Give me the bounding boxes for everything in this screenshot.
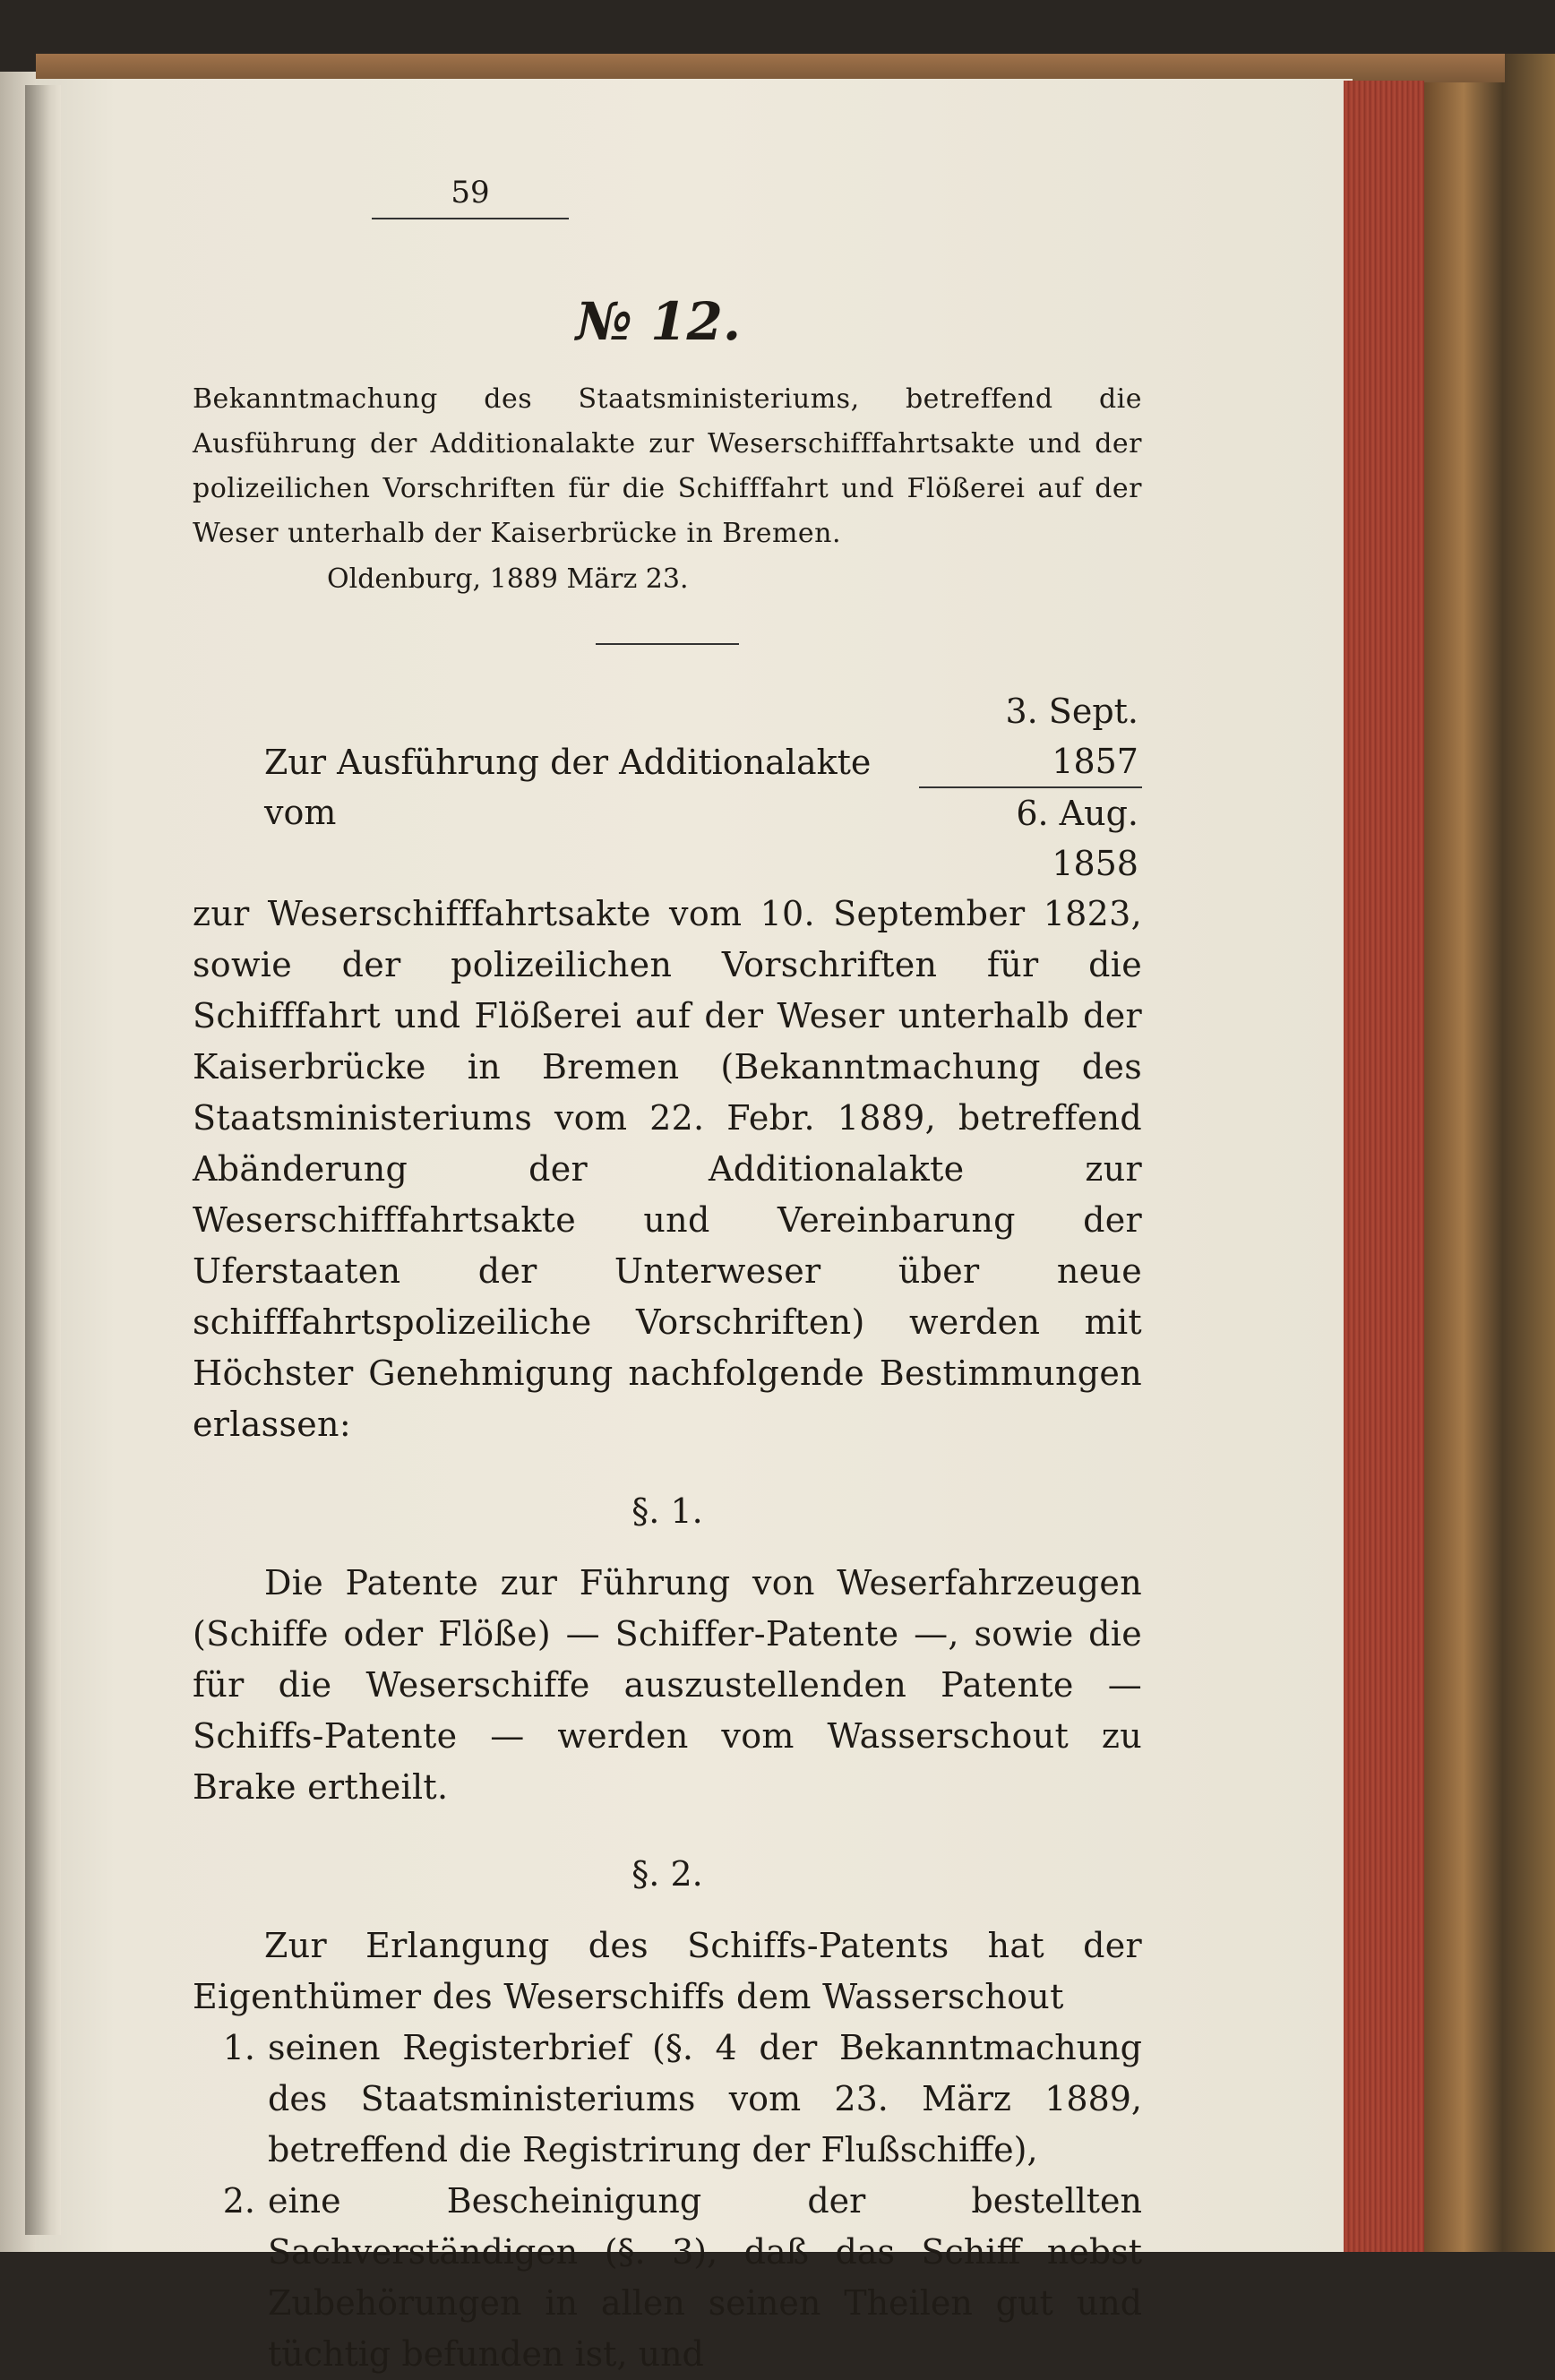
page-content [193,175,1142,2380]
document-summary: Bekanntmachung des Staatsministeriums, betreffend die Ausführung der Additionalakte zur Weserschifffahrtsakte und der polizeilichen Vorschriften für die Schifffahrt und Flößerei auf der Weser unterhalb der Kaiserbrücke in Bremen. [193,383,1142,549]
date-fraction [919,686,1142,889]
list-item [193,2176,1142,2380]
intro-first-line [193,686,1142,889]
intro-lead: Zur Ausführung der Additionalakte vom [264,743,872,832]
document-heading: № 12. [575,291,742,352]
list-item-number: 1. [222,2028,255,2067]
section-1-text: Die Patente zur Führung von Weserfahrzeugen (Schiffe oder Flöße) — Schiffer-Patente —, sowie die für die Weserschiffe auszustellenden Patente — Schiffs-Patente — werden vom Wasserschout zu Brake ertheilt. [193,1563,1142,1807]
divider-rule [596,643,739,645]
section-2-title: §. 2. [631,1854,703,1894]
dateline: Oldenburg, 1889 März 23. [327,563,689,595]
fraction-top: 3. Sept. 1857 [919,686,1142,788]
list-item [193,2023,1142,2176]
page-edges [1344,81,1424,2252]
spine-gutter [25,85,61,2235]
list-item-text: seinen Registerbrief (§. 4 der Bekanntmachung des Staatsministeriums vom 23. März 1889, betreffend die Registrirung der Flußschiffe), [268,2028,1142,2169]
requirements-list [193,2023,1142,2380]
book-cover [1424,54,1555,2252]
page-number: 59 [372,175,569,219]
list-item-text: eine Bescheinigung der bestellten Sachverständigen (§. 3), daß das Schiff nebst Zubehörungen in allen seinen Theilen gut und tüchtig befunden ist, und [268,2181,1142,2374]
intro-paragraph [193,686,1142,1450]
section-2-text: Zur Erlangung des Schiffs-Patents hat der Eigenthümer des Weserschiffs dem Wasserschout [193,1926,1142,2016]
list-item-number: 2. [222,2181,255,2221]
intro-body: zur Weserschifffahrtsakte vom 10. September 1823, sowie der polizeilichen Vorschriften für die Schifffahrt und Flößerei auf der Weser unterhalb der Kaiserbrücke in Bremen (Bekanntmachung des Staatsministeriums vom 22. Febr. 1889, betreffend Abänderung der Additionalakte zur Weserschifffahrtsakte und Vereinbarung der Uferstaaten der Unterweser über neue schifffahrtspolizeiliche Vorschriften) werden mit Höchster Genehmigung nachfolgende Bestimmungen erlassen: [193,894,1142,1444]
section-1-title: §. 1. [631,1491,703,1531]
fraction-bottom: 6. Aug. 1858 [1016,794,1138,883]
